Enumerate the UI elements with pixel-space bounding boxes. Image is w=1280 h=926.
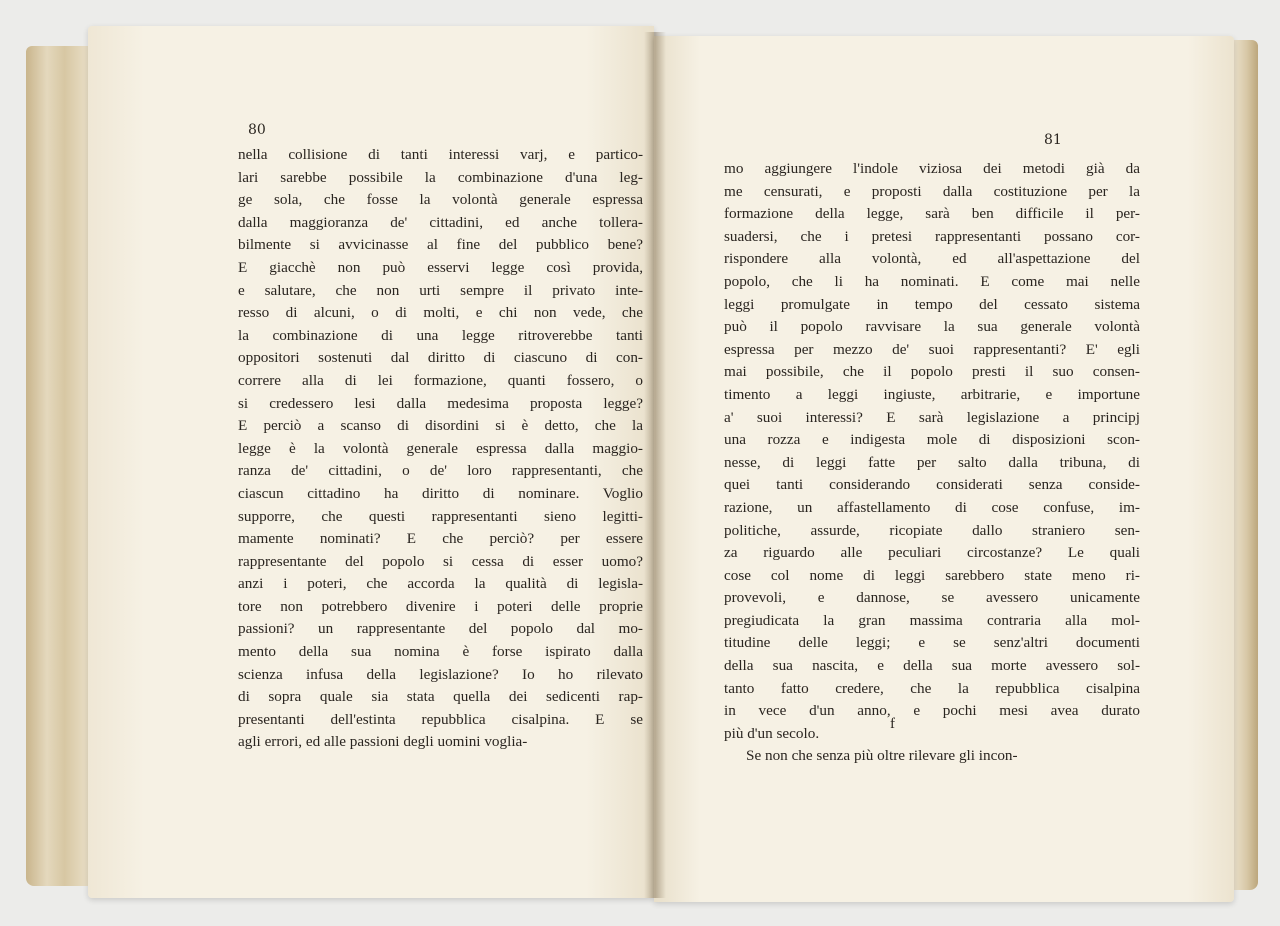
text-line: rispondere alla volontà, ed all'aspettazione del [724,250,1140,268]
text-line: lari sarebbe possibile la combinazione d'una leg- [238,168,643,186]
text-line: cose col nome di leggi sarebbero state meno ri- [724,566,1140,584]
right-page-text [724,158,1140,768]
text-line: mai possibile, che il popolo presti il suo consen- [724,363,1140,381]
text-line: mento della sua nomina è forse ispirato dalla [238,643,643,661]
text-line: di sopra quale sia stata quella dei sedicenti rap- [238,688,643,706]
text-line: tanto fatto credere, che la repubblica cisalpina [724,679,1140,697]
text-line: in vece d'un anno, e pochi mesi avea durato [724,702,1140,720]
text-line: za riguardo alle peculiari circostanze? Le quali [724,544,1140,562]
text-line: leggi promulgate in tempo del cessato sistema [724,295,1140,313]
text-line: mamente nominati? E che perciò? per essere [238,530,643,548]
left-page-number: 80 [248,122,266,138]
text-line: razione, un affastellamento di cose confuse, im- [724,498,1140,516]
text-line: scienza infusa della legislazione? Io ho rilevato [238,665,643,683]
text-line: agli errori, ed alle passioni degli uomini voglia- [238,733,528,751]
book-gutter [644,32,666,898]
text-line: E giacchè non può esservi legge così provida, [238,258,643,276]
right-page-number: 81 [1044,132,1062,148]
text-line: si credessero lesi dalla medesima proposta legge? [238,394,643,412]
text-line: resso di alcuni, o di molti, e chi non vede, che [238,304,643,322]
right-page-edges [1230,40,1258,890]
text-line: rappresentante del popolo si cessa di esser uomo? [238,552,643,570]
text-line: tore non potrebbero divenire i poteri delle proprie [238,597,643,615]
left-page-text [238,144,643,754]
text-line: politiche, assurde, ricopiate dallo straniero sen- [724,521,1140,539]
text-line: ciascun cittadino ha diritto di nominare. Voglio [238,484,643,502]
text-line: nesse, di leggi fatte per salto dalla tribuna, di [724,453,1140,471]
left-page [88,26,654,898]
text-line: supporre, che questi rappresentanti sieno legitti- [238,507,643,525]
signature-mark: f [890,716,895,732]
text-line: me censurati, e proposti dalla costituzione per la [724,182,1140,200]
text-line: titudine delle leggi; e se senz'altri documenti [724,634,1140,652]
text-line: espressa per mezzo de' suoi rappresentanti? E' egli [724,340,1140,358]
text-line: correre alla di lei formazione, quanti fossero, o [238,371,643,389]
text-line: ranza de' cittadini, o de' loro rappresentanti, che [238,462,643,480]
text-line: nella collisione di tanti interessi varj, e partico- [238,146,643,163]
text-line: dalla maggioranza de' cittadini, ed anche tollera- [238,213,643,231]
text-line: a' suoi interessi? E sarà legislazione a principj [724,408,1140,426]
text-line: E perciò a scanso di disordini si è detto, che la [238,417,643,435]
text-line: pregiudicata la gran massima contraria alla mol- [724,611,1140,629]
open-book [26,26,1258,906]
text-line: una rozza e indigesta mole di disposizioni scon- [724,431,1140,449]
text-line: della sua nascita, e della sua morte avessero sol- [724,657,1140,675]
right-page [654,36,1234,902]
left-page-edges [26,46,96,886]
text-line: passioni? un rappresentante del popolo dal mo- [238,620,643,638]
text-line: formazione della legge, sarà ben difficile il per- [724,205,1140,223]
text-line: mo aggiungere l'indole viziosa dei metodi già da [724,160,1140,177]
text-line: provevoli, e dannose, se avessero unicamente [724,589,1140,607]
text-line: suadersi, che i pretesi rappresentanti possano cor- [724,227,1140,245]
text-line: Se non che senza più oltre rilevare gli incon- [746,747,1018,765]
text-line: oppositori sostenuti dal diritto di ciascuno di con- [238,349,643,367]
text-line: e salutare, che non urti sempre il privato inte- [238,281,643,299]
text-line: bilmente si avvicinasse al fine del pubblico bene? [238,236,643,254]
text-line: anzi i poteri, che accorda la qualità di legisla- [238,575,643,593]
text-line: ge sola, che fosse la volontà generale espressa [238,191,643,209]
text-line: popolo, che li ha nominati. E come mai nelle [724,272,1140,290]
text-line: quei tanti considerando considerati senza conside- [724,476,1140,494]
text-line: può il popolo ravvisare la sua generale volontà [724,318,1140,336]
text-line: più d'un secolo. [724,724,820,742]
text-line: la combinazione di una legge ritroverebbe tanti [238,326,643,344]
text-line: presentanti dell'estinta repubblica cisalpina. E se [238,710,643,728]
text-line: legge è la volontà generale espressa dalla maggio- [238,439,643,457]
text-line: timento a leggi ingiuste, arbitrarie, e importune [724,385,1140,403]
